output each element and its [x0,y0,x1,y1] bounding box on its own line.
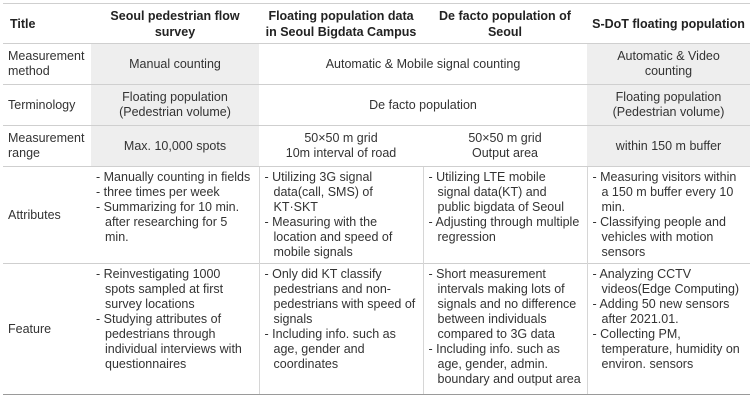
terminology-col1: Floating population (Pedestrian volume) [91,85,259,126]
range-col2-line1: 50×50 m grid [304,131,378,145]
feature-col3 [423,264,587,395]
terminology-col4: Floating population (Pedestrian volume) [587,85,750,126]
row-terminology [3,85,750,126]
attributes-col4 [587,167,750,264]
list-item: - three times per week [96,185,220,199]
range-col3-line2: Output area [471,146,538,160]
row-label-measurement-method: Measurement method [3,44,91,85]
range-col3-line1: 50×50 m grid [468,131,542,145]
list-item: - Analyzing CCTV videos(Edge Computing) [592,267,740,296]
range-col1: Max. 10,000 spots [91,126,259,167]
list-item: - Measuring with the location and speed of mobile signals [264,215,393,259]
list-item: - Classifying people and vehicles with motion sensors [592,215,726,259]
row-label-terminology: Terminology [3,85,91,126]
row-label-feature: Feature [3,264,91,395]
attributes-col1-list [96,170,254,245]
header-title: Title [10,16,36,31]
row-label-attributes: Attributes [3,167,91,264]
attributes-col3-list [429,170,582,245]
attributes-col3 [423,167,587,264]
attributes-col2 [259,167,423,264]
header-de-facto-population: De facto population of Seoul [439,8,571,39]
feature-col1 [91,264,259,395]
range-col3 [423,126,587,167]
header-row [3,4,750,44]
row-measurement-method [3,44,750,85]
list-item: - Summarizing for 10 min. after researching for 5 min. [96,200,240,244]
feature-col4 [587,264,750,395]
range-col2-line2: 10m interval of road [285,146,397,160]
header-bigdata-campus: Floating population data in Seoul Bigdata Campus [265,8,417,39]
range-col4: within 150 m buffer [587,126,750,167]
list-item: - Manually counting in fields [96,170,251,184]
method-col1: Manual counting [91,44,259,85]
feature-col2 [259,264,423,395]
list-item: - Studying attributes of pedestrians through individual interviews with questionnaires [96,312,242,371]
attributes-col2-list [265,170,418,260]
list-item: - Including info. such as age, gender and coordinates [264,327,396,371]
list-item: - Collecting PM, temperature, humidity on environ. sensors [592,327,740,371]
feature-col3-list [429,267,582,387]
method-col23: Automatic & Mobile signal counting [259,44,587,85]
list-item: - Utilizing LTE mobile signal data(KT) and public bigdata of Seoul [428,170,564,214]
row-attributes [3,167,750,264]
attributes-col4-list [593,170,746,260]
list-item: - Short measurement intervals making lots of signals and no difference between individuals compared to 3G data [428,267,577,341]
list-item: - Adding 50 new sensors after 2021.01. [592,297,730,326]
list-item: - Adjusting through multiple regression [428,215,580,244]
comparison-table [3,3,750,395]
list-item: - Including info. such as age, gender, admin. boundary and output area [428,342,581,386]
range-col2 [259,126,423,167]
attributes-col1 [91,167,259,264]
list-item: - Only did KT classify pedestrians and non-pedestrians with speed of signals [264,267,416,326]
header-sdot-floating-population: S-DoT floating population [592,16,745,31]
feature-col2-list [265,267,418,372]
row-measurement-range [3,126,750,167]
list-item: - Utilizing 3G signal data(call, SMS) of KT·SKT [264,170,373,214]
list-item: - Reinvestigating 1000 spots sampled at first survey locations [96,267,224,311]
header-seoul-pedestrian-flow-survey: Seoul pedestrian flow survey [110,8,240,39]
feature-col4-list [593,267,746,372]
row-label-measurement-range: Measurement range [3,126,91,167]
feature-col1-list [96,267,254,372]
list-item: - Measuring visitors within a 150 m buffer every 10 min. [592,170,737,214]
row-feature [3,264,750,395]
terminology-col23: De facto population [259,85,587,126]
method-col4: Automatic & Video counting [587,44,750,85]
